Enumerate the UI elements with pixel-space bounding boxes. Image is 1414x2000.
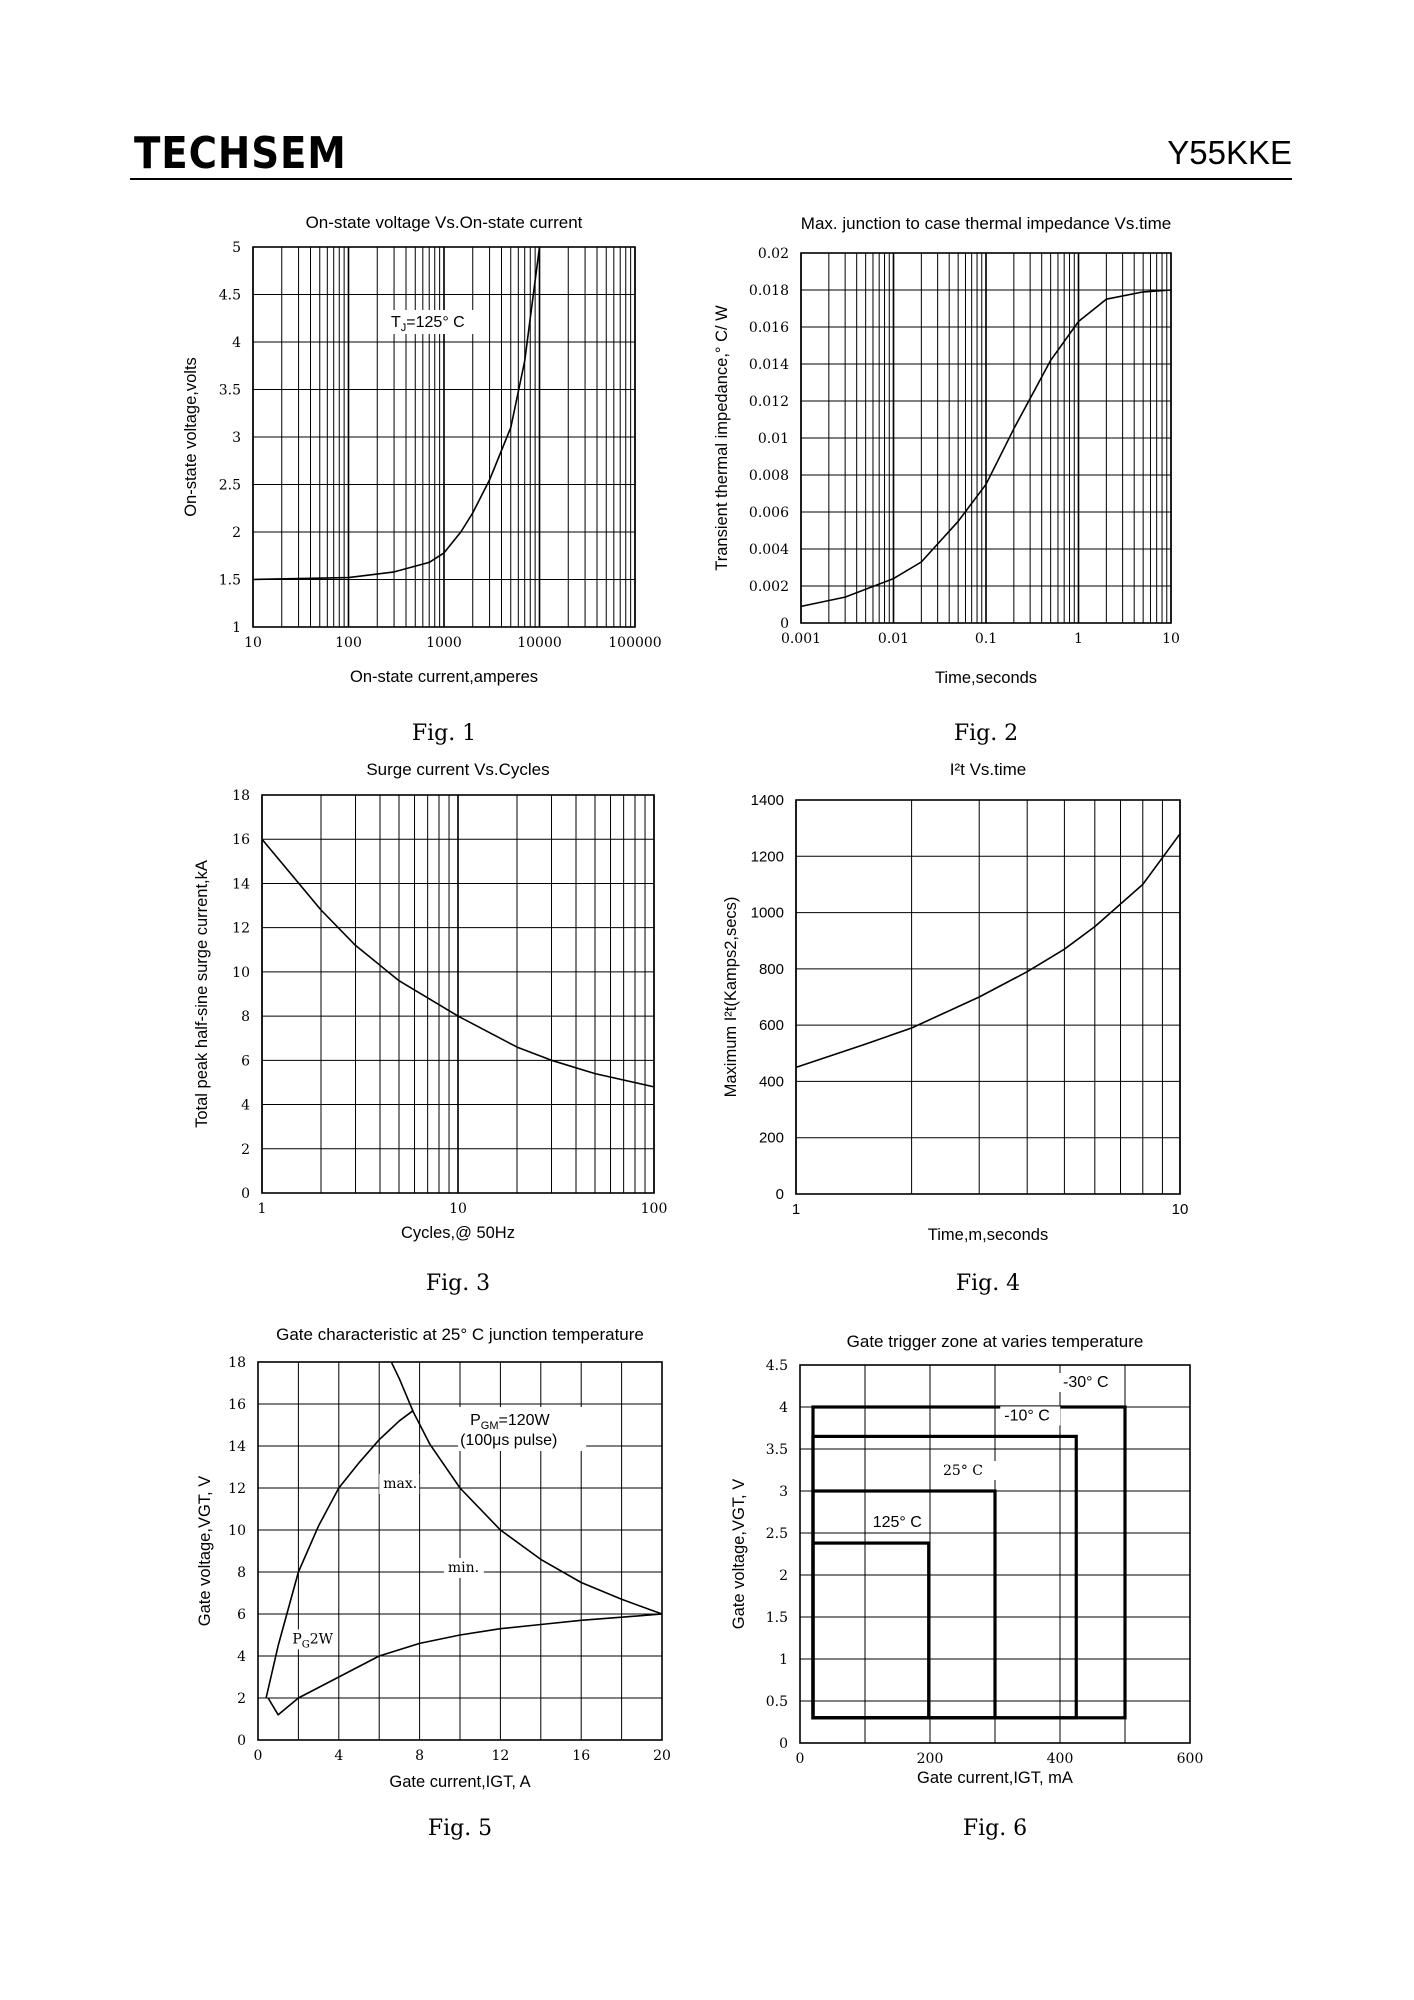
fig5-y-tick: 10 (228, 1523, 246, 1539)
fig3-y-tick: 8 (241, 1009, 250, 1026)
fig3-y-tick: 16 (232, 832, 250, 849)
fig3-grid (262, 795, 654, 1193)
fig1-ylabel: On-state voltage,volts (182, 357, 200, 517)
fig3-x-tick: 1 (257, 1201, 267, 1217)
fig6-x-tick: 0 (795, 1751, 805, 1767)
fig1-y-tick: 3.5 (218, 382, 241, 399)
fig3-fig-label: Fig. 3 (425, 1271, 491, 1296)
fig6-x-tick: 200 (916, 1751, 944, 1767)
fig1-x-tick: 10000 (517, 635, 562, 651)
fig1-grid (253, 247, 635, 627)
fig5-y-tick: 12 (228, 1481, 246, 1497)
fig2-grid (801, 253, 1171, 623)
tj-annotation: $T_J=125^\circ$ C (391, 314, 465, 334)
fig4-plot-frame (796, 800, 1180, 1194)
zone-label: -30° C (1063, 1374, 1109, 1391)
fig1-y-tick: 4.5 (218, 287, 241, 304)
fig3-title: Surge current Vs.Cycles (366, 760, 550, 779)
max-annotation: max. (383, 1476, 418, 1492)
fig3-y-tick: 0 (241, 1186, 250, 1202)
fig6-y-tick: 4.5 (765, 1358, 788, 1374)
fig1-x-tick: 1000 (426, 635, 462, 651)
fig4-y-tick: 0 (775, 1186, 784, 1203)
fig1-fig-label: Fig. 1 (411, 721, 477, 746)
fig2-y-tick: 0.012 (748, 394, 789, 410)
fig2-y-tick: 0.016 (748, 320, 789, 336)
zone-label: -10° C (1004, 1407, 1050, 1425)
pgm-annotation: $P_{GM}=120W$ (470, 1412, 550, 1432)
fig5-x-tick: 20 (653, 1748, 671, 1764)
fig4-y-tick: 200 (758, 1129, 784, 1147)
fig2-xlabel: Time,seconds (934, 669, 1038, 687)
fig6-x-tick: 600 (1176, 1751, 1204, 1767)
fig5-title: Gate characteristic at 25° C junction temperature (276, 1325, 644, 1344)
fig6-y-tick: 1 (779, 1652, 788, 1668)
fig5-series-line (268, 1614, 662, 1715)
pg-annotation: $P_G2W$ (292, 1631, 334, 1651)
fig2-y-tick: 0.008 (748, 468, 789, 484)
fig3-y-tick: 18 (232, 788, 250, 804)
fig2-y-tick: 0.014 (748, 357, 789, 373)
fig2-x-tick: 0.01 (877, 631, 910, 647)
fig4-y-tick: 1400 (750, 792, 784, 809)
fig4-x-tick: 1 (791, 1201, 801, 1218)
zone-rect (813, 1407, 1125, 1718)
fig5-y-tick: 14 (228, 1439, 246, 1455)
fig5-ylabel: Gate voltage,VGT, V (196, 1475, 214, 1627)
fig2-ylabel: Transient thermal impedance,° C/ W (713, 305, 731, 571)
fig2-y-tick: 0.004 (748, 542, 789, 558)
fig6-y-tick: 0 (779, 1736, 788, 1752)
fig5-y-tick: 16 (228, 1397, 246, 1413)
fig2-y-tick: 0.02 (757, 246, 789, 262)
fig2-x-tick: 10 (1162, 631, 1180, 647)
fig4-x-tick: 10 (1171, 1201, 1189, 1218)
fig1-x-tick: 100 (335, 635, 362, 651)
fig5-fig-label: Fig. 5 (427, 1816, 493, 1841)
fig4-xlabel: Time,m,seconds (927, 1226, 1049, 1244)
fig5-y-tick: 4 (237, 1649, 246, 1665)
fig6-y-tick: 3 (779, 1484, 788, 1500)
fig6-y-tick: 4 (779, 1400, 788, 1416)
fig6-title: Gate trigger zone at varies temperature (846, 1332, 1144, 1351)
fig1-y-tick: 5 (232, 240, 241, 256)
fig6-y-tick: 0.5 (765, 1694, 788, 1710)
fig5-x-tick: 16 (572, 1748, 591, 1764)
fig3-y-tick: 6 (241, 1053, 250, 1070)
fig5-x-tick: 8 (415, 1748, 425, 1764)
fig4-y-tick: 400 (758, 1073, 784, 1091)
fig6-y-tick: 2 (779, 1568, 788, 1584)
fig2-fig-label: Fig. 2 (953, 721, 1019, 746)
fig3-y-tick: 2 (241, 1141, 250, 1158)
fig5-x-tick: 12 (491, 1748, 510, 1764)
fig5-y-tick: 2 (237, 1691, 246, 1707)
fig2-y-tick: 0.006 (748, 505, 789, 521)
fig3-y-tick: 12 (232, 920, 250, 937)
fig3-y-tick: 10 (232, 964, 250, 981)
zone-rect (813, 1543, 929, 1718)
min-annotation: min. (447, 1560, 480, 1576)
fig1-y-tick: 1 (232, 620, 241, 636)
fig5-x-tick: 4 (334, 1748, 344, 1764)
fig6-y-tick: 1.5 (765, 1610, 788, 1626)
fig5-xlabel: Gate current,IGT, A (389, 1773, 531, 1791)
brand-logo: TECHSEM (134, 128, 347, 179)
fig1-y-tick: 2.5 (218, 477, 241, 494)
fig4-grid (796, 800, 1180, 1194)
fig4-y-tick: 1200 (750, 848, 784, 866)
fig1-y-tick: 4 (232, 335, 241, 351)
fig6-ylabel: Gate voltage,VGT, V (730, 1478, 748, 1630)
fig3-x-tick: 10 (449, 1201, 467, 1217)
fig6-xlabel: Gate current,IGT, mA (917, 1769, 1073, 1787)
fig2-y-tick: 0.018 (748, 283, 789, 299)
fig1-series-line (253, 247, 540, 580)
fig2-y-tick: 0.01 (757, 431, 789, 447)
fig1-title: On-state voltage Vs.On-state current (305, 213, 583, 232)
fig1-y-tick: 2 (232, 525, 241, 541)
fig6-fig-label: Fig. 6 (962, 1816, 1028, 1841)
fig2-y-tick: 0.002 (748, 579, 789, 595)
pulse-annotation: (100μs pulse) (460, 1432, 558, 1449)
fig4-y-tick: 800 (758, 960, 784, 978)
fig6-y-tick: 2.5 (765, 1526, 788, 1542)
fig6-x-tick: 400 (1046, 1751, 1074, 1767)
fig5-y-tick: 6 (237, 1607, 246, 1623)
fig4-title: I²t Vs.time (949, 760, 1027, 779)
fig2-title: Max. junction to case thermal impedance Vs.time (800, 214, 1172, 233)
fig1-xlabel: On-state current,amperes (350, 668, 538, 686)
fig4-ylabel: Maximum I²t(Kamps2,secs) (722, 896, 740, 1098)
fig5-x-tick: 0 (253, 1748, 263, 1764)
fig4-y-tick: 1000 (750, 904, 784, 922)
fig4-fig-label: Fig. 4 (955, 1271, 1021, 1296)
fig6-y-tick: 3.5 (765, 1442, 788, 1458)
fig5-series-line (266, 1410, 413, 1698)
fig1-x-tick: 10 (244, 635, 262, 651)
fig4-series-line (796, 834, 1180, 1068)
fig3-ylabel: Total peak half-sine surge current,kA (193, 860, 211, 1128)
fig5-y-tick: 18 (228, 1355, 246, 1371)
fig2-x-tick: 0.1 (974, 631, 998, 647)
zone-label: 25° C (943, 1463, 983, 1479)
fig3-y-tick: 14 (232, 876, 250, 893)
zone-label: 125° C (872, 1514, 922, 1532)
fig2-y-tick: 0 (780, 616, 789, 632)
fig1-x-tick: 100000 (608, 635, 662, 651)
fig3-x-tick: 100 (640, 1201, 668, 1217)
fig2-x-tick: 0.001 (780, 631, 822, 647)
fig3-xlabel: Cycles,@ 50Hz (401, 1224, 515, 1242)
fig3-y-tick: 4 (241, 1097, 250, 1114)
fig1-y-tick: 3 (232, 430, 241, 446)
fig5-y-tick: 8 (237, 1565, 246, 1581)
fig5-y-tick: 0 (237, 1733, 246, 1749)
fig2-x-tick: 1 (1074, 631, 1083, 647)
fig4-y-tick: 600 (758, 1017, 784, 1035)
part-number: Y55KKE (1167, 134, 1292, 171)
fig1-y-tick: 1.5 (218, 572, 241, 589)
